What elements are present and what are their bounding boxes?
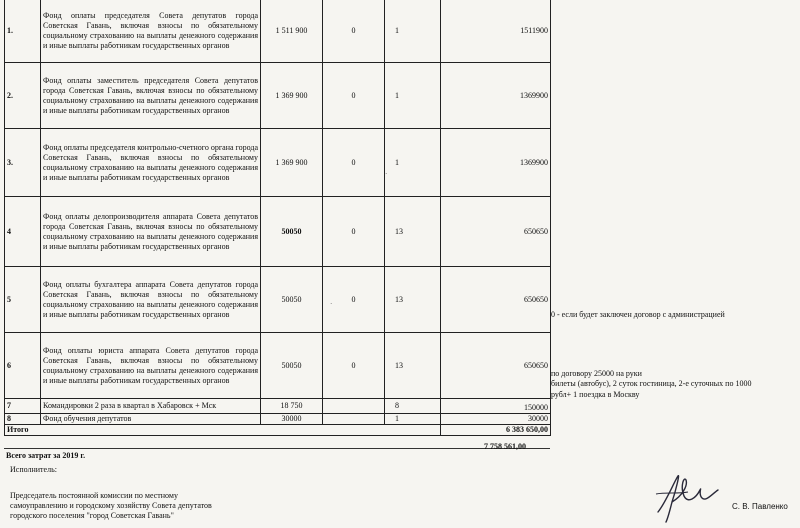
row-count: 1 [385, 0, 441, 63]
table-row [5, 333, 551, 399]
row-number: 4 [5, 197, 41, 267]
budget-table [4, 0, 551, 436]
chair-line-3: городского поселения "город Советская Гавань" [10, 511, 174, 520]
budget-table-body [5, 0, 551, 436]
table-row [5, 63, 551, 129]
row-description: Фонд оплаты юриста аппарата Совета депутатов города Советская Гавань, включая взносы по обязательному социальному страхованию на выплаты денежного содержания и иные выплаты работникам государственных органов [41, 333, 261, 399]
row-amount: 18 750 [261, 399, 323, 414]
row-description: Фонд оплаты делопроизводителя аппарата Совета депутатов города Советская Гавань, включая взносы по обязательному социальному страхованию на выплаты денежного содержания и иные выплаты работникам государственных органов [41, 197, 261, 267]
row-count: 1 [385, 63, 441, 129]
row-description: Фонд оплаты заместитель председателя Совета депутатов города Советская Гавань, включая взносы по обязательному социальному страхованию на выплаты денежного содержания и иные выплаты работникам государственных органов [41, 63, 261, 129]
handwritten-signature [652, 472, 722, 524]
row-count: 8 [385, 399, 441, 414]
row-number: 8 [5, 414, 41, 425]
divider [4, 448, 550, 449]
row-amount: 30000 [261, 414, 323, 425]
table-row [5, 414, 551, 425]
row-amount: 50050 [261, 197, 323, 267]
row-number: 5 [5, 267, 41, 333]
row-total: 1369900 [441, 129, 551, 197]
row-col-zero: 0 [323, 333, 385, 399]
row-col-zero: 0 [323, 267, 385, 333]
table-row [5, 267, 551, 333]
row-description: Фонд оплаты председателя контрольно-счетного органа города Советская Гавань, включая взносы по обязательному социальному страхованию на выплаты денежного содержания и иные выплаты работникам государственных органов [41, 129, 261, 197]
scan-mark: · [385, 170, 388, 178]
row-count: 13 [385, 333, 441, 399]
row-amount: 1 511 900 [261, 0, 323, 63]
row-amount: 1 369 900 [261, 129, 323, 197]
row-number: 2. [5, 63, 41, 129]
row-total: 150000 [441, 399, 551, 414]
chair-line-1: Председатель постоянной комиссии по местному [10, 491, 178, 500]
row-number: 6 [5, 333, 41, 399]
row-description: Командировки 2 раза в квартал в Хабаровск + Мск [41, 399, 261, 414]
note-agreement: 0 - если будет заключен договор с администрацией [551, 310, 725, 319]
row-total: 650650 [441, 267, 551, 333]
scan-mark: · [330, 300, 333, 308]
row-amount: 50050 [261, 267, 323, 333]
row-total: 1369900 [441, 63, 551, 129]
row-number: 7 [5, 399, 41, 414]
row-col-zero: 0 [323, 129, 385, 197]
row-number: 3. [5, 129, 41, 197]
row-description: Фонд обучения депутатов [41, 414, 261, 425]
row-col-zero [323, 414, 385, 425]
row-count: 1 [385, 129, 441, 197]
row-amount: 1 369 900 [261, 63, 323, 129]
total-label: Итого [5, 425, 441, 436]
total-row [5, 425, 551, 436]
note-trip-line2: билеты (автобус), 2 суток гостиница, 2-е суточных по 1000 [551, 379, 752, 388]
row-total: 1511900 [441, 0, 551, 63]
executor-label: Исполнитель: [10, 465, 57, 474]
row-description: Фонд оплаты бухгалтера аппарата Совета депутатов города Советская Гавань, включая взносы по обязательному социальному страхованию на выплаты денежного содержания и иные выплаты работникам государственных органов [41, 267, 261, 333]
row-number: 1. [5, 0, 41, 63]
grand-total-value: 7 758 561,00 [484, 442, 526, 451]
row-count: 13 [385, 267, 441, 333]
total-value: 6 383 650,00 [441, 425, 551, 436]
row-col-zero: 0 [323, 197, 385, 267]
row-col-zero [323, 399, 385, 414]
row-total: 650650 [441, 197, 551, 267]
table-row [5, 399, 551, 414]
chair-signature-block [10, 491, 212, 521]
table-row [5, 0, 551, 63]
row-col-zero: 0 [323, 63, 385, 129]
row-amount: 50050 [261, 333, 323, 399]
row-total: 650650 [441, 333, 551, 399]
row-col-zero: 0 [323, 0, 385, 63]
note-trip-line1: по договору 25000 на руки [551, 369, 642, 378]
chair-line-2: самоуправлению и городскому хозяйству Совета депутатов [10, 501, 212, 510]
note-trip-line3: рубл+ 1 поездка в Москву [551, 390, 640, 399]
row-description: Фонд оплаты председателя Совета депутатов города Советская Гавань, включая взносы по обязательному социальному страхованию на выплаты денежного содержания и иные выплаты работникам государственных органов [41, 0, 261, 63]
row-count: 1 [385, 414, 441, 425]
signer-name: С. В. Павленко [732, 502, 788, 511]
row-count: 13 [385, 197, 441, 267]
table-row [5, 129, 551, 197]
grand-total-label: Всего затрат за 2019 г. [6, 451, 86, 460]
row-total: 30000 [441, 414, 551, 425]
table-row [5, 197, 551, 267]
